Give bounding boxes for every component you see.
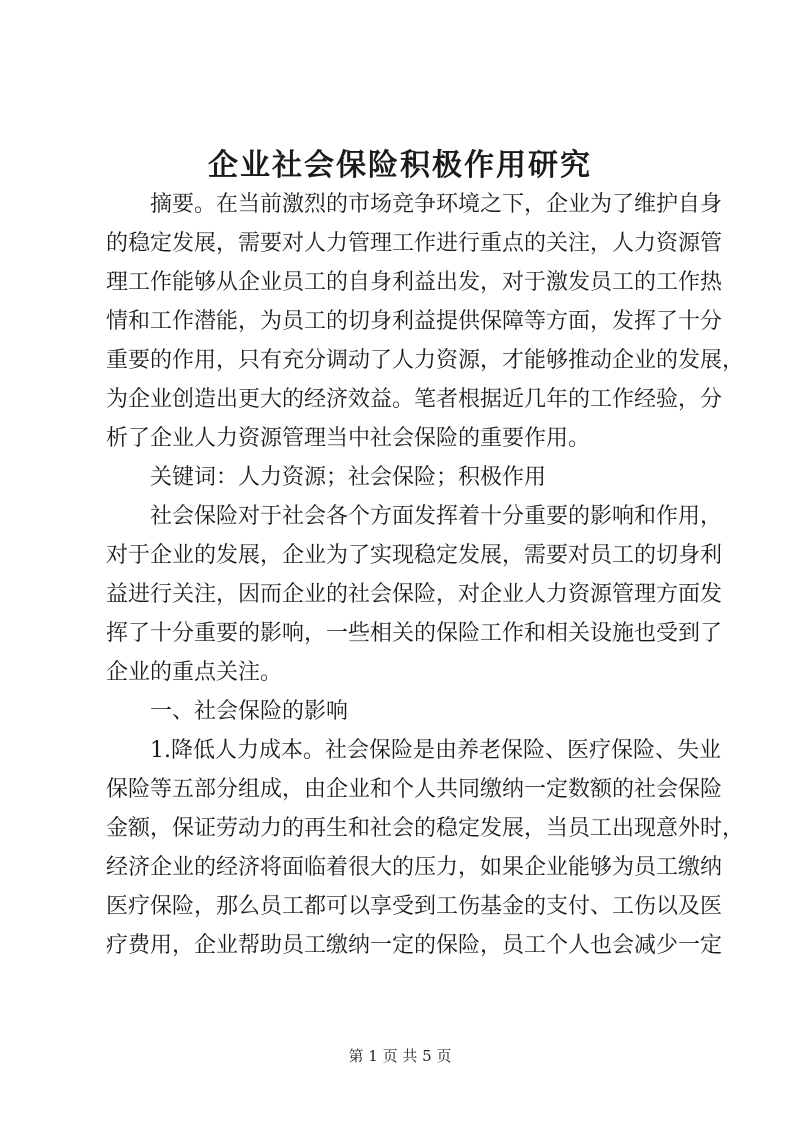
body-line: 重要的作用，只有充分调动了人力资源，才能够推动企业的发展， [106, 348, 745, 373]
body-line: 疗费用，企业帮助员工缴纳一定的保险，员工个人也会减少一定 [106, 933, 723, 958]
body-line: 情和工作潜能，为员工的切身利益提供保障等方面，发挥了十分 [106, 309, 723, 334]
body-line: 为企业创造出更大的经济效益。笔者根据近几年的工作经验，分 [106, 387, 723, 412]
page-footer: 第 1 页 共 5 页 [348, 1047, 452, 1065]
body-line: 挥了十分重要的影响，一些相关的保险工作和相关设施也受到了 [106, 621, 723, 646]
body-line: 理工作能够从企业员工的自身利益出发，对于激发员工的工作热 [106, 270, 723, 295]
body-line: 对于企业的发展，企业为了实现稳定发展，需要对员工的切身利 [106, 543, 723, 568]
body-line: 保险等五部分组成，由企业和个人共同缴纳一定数额的社会保险 [106, 777, 723, 802]
body-line: 1.降低人力成本。社会保险是由养老保险、医疗保险、失业 [150, 738, 721, 763]
document-title: 企业社会保险积极作用研究 [208, 148, 592, 183]
keywords-line: 关键词：人力资源；社会保险；积极作用 [150, 465, 547, 490]
body-line: 摘要。在当前激烈的市场竞争环境之下，企业为了维护自身 [150, 192, 723, 217]
body-line: 医疗保险，那么员工都可以享受到工伤基金的支付、工伤以及医 [106, 894, 723, 919]
body-line: 经济企业的经济将面临着很大的压力，如果企业能够为员工缴纳 [106, 855, 723, 880]
body-line: 的稳定发展，需要对人力管理工作进行重点的关注，人力资源管 [106, 231, 723, 256]
body-line: 益进行关注，因而企业的社会保险，对企业人力资源管理方面发 [106, 582, 723, 607]
body-line: 企业的重点关注。 [106, 660, 283, 685]
body-line: 析了企业人力资源管理当中社会保险的重要作用。 [106, 426, 591, 451]
body-line: 金额，保证劳动力的再生和社会的稳定发展，当员工出现意外时， [106, 816, 745, 841]
body-line: 社会保险对于社会各个方面发挥着十分重要的影响和作用， [150, 504, 723, 529]
section-heading: 一、社会保险的影响 [150, 699, 349, 724]
